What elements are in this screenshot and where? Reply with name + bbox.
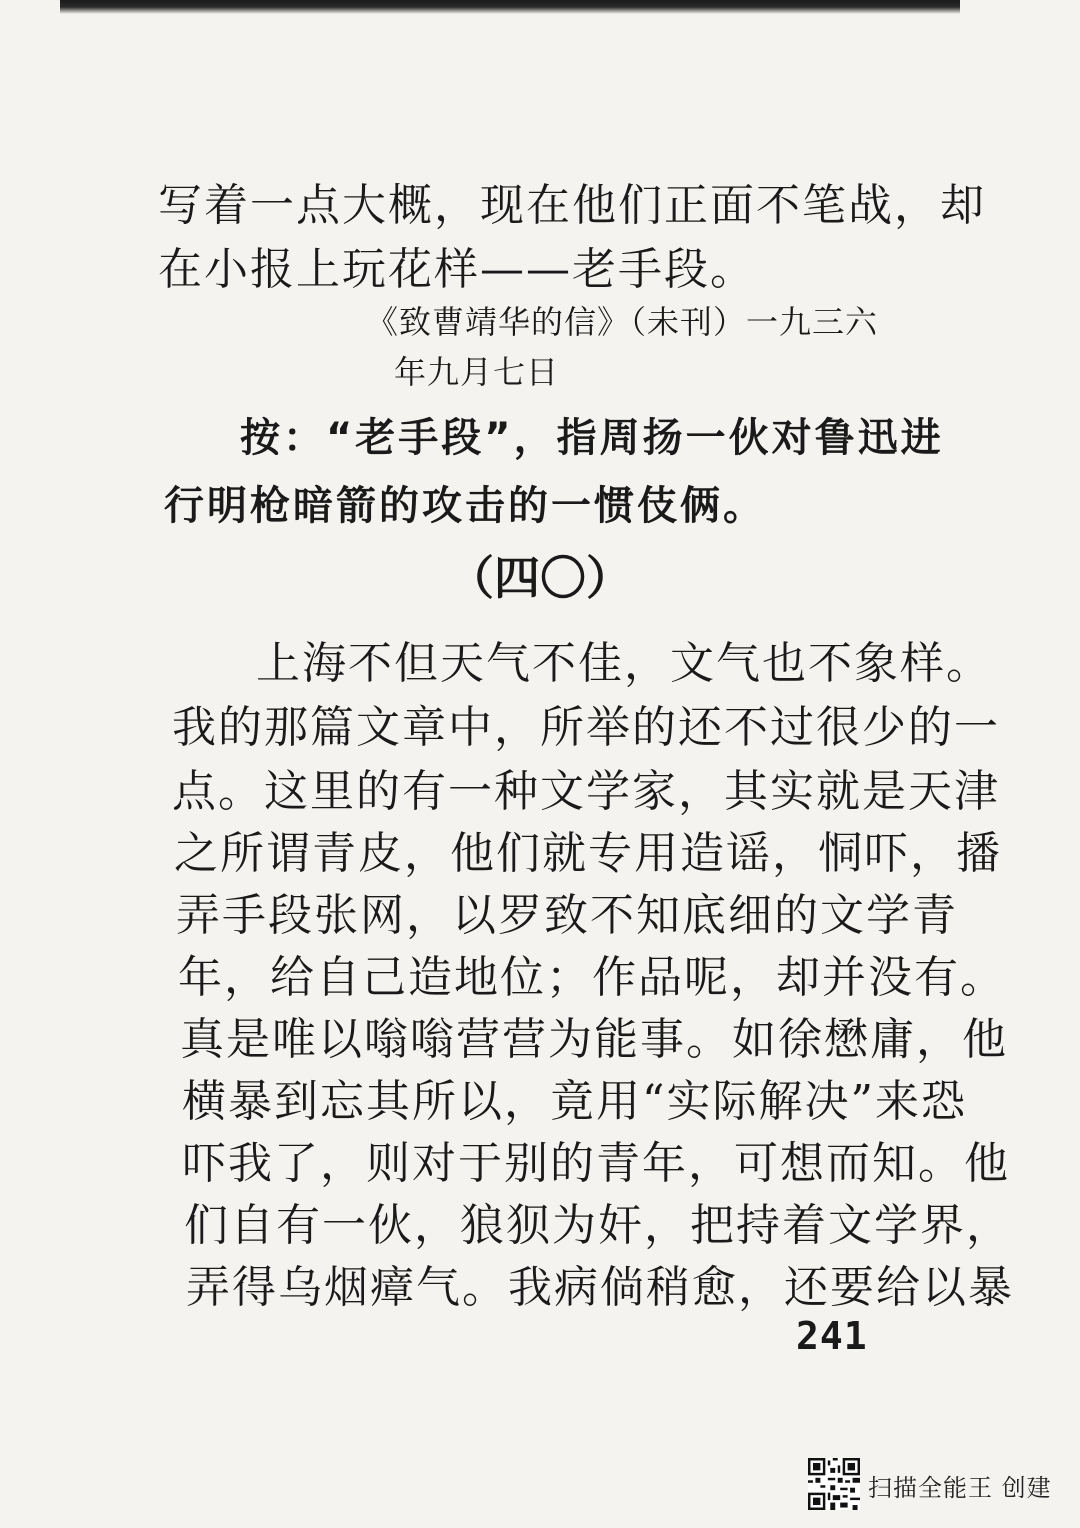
body-line: 们自有一伙，狼狈为奸，把持着文学界， [184, 1200, 1012, 1251]
text-line: 在小报上玩花样——老手段。 [158, 244, 756, 295]
body-line: 年，给自己造地位；作品呢，却并没有。 [178, 952, 1006, 1003]
scanner-watermark [808, 1458, 1058, 1514]
body-line: 上海不但天气不佳，文气也不象样。 [256, 638, 992, 689]
source-citation: 年九月七日 [394, 353, 560, 391]
body-line: 点。这里的有一种文学家，其实就是天津 [172, 766, 1000, 817]
editor-note: 行明枪暗箭的攻击的一惯伎俩。 [164, 483, 766, 529]
scan-edge-shadow [60, 0, 960, 14]
body-line: 真是唯以嗡嗡营营为能事。如徐懋庸，他 [180, 1014, 1008, 1065]
text-line: 写着一点大概，现在他们正面不笔战，却 [158, 180, 986, 231]
body-line: 横暴到忘其所以，竟用“实际解决”来恐 [182, 1076, 967, 1127]
body-line: 之所谓青皮，他们就专用造谣，恫吓，播 [174, 828, 1002, 879]
editor-note: 按：“老手段”，指周扬一伙对鲁迅进 [240, 415, 944, 461]
body-line: 弄手段张网，以罗致不知底细的文学青 [176, 890, 958, 941]
watermark-text: 扫描全能王 创建 [868, 1474, 1052, 1502]
page-number: 241 [796, 1314, 868, 1358]
section-heading: （四〇） [448, 551, 632, 605]
body-line: 我的那篇文章中，所举的还不过很少的一 [172, 702, 1000, 753]
qr-code-icon [808, 1458, 860, 1510]
body-line: 吓我了，则对于别的青年，可想而知。他 [182, 1138, 1010, 1189]
body-line: 弄得乌烟瘴气。我病倘稍愈，还要给以暴 [186, 1262, 1014, 1313]
source-citation: 《致曹靖华的信》（未刊）一九三六 [366, 303, 879, 341]
